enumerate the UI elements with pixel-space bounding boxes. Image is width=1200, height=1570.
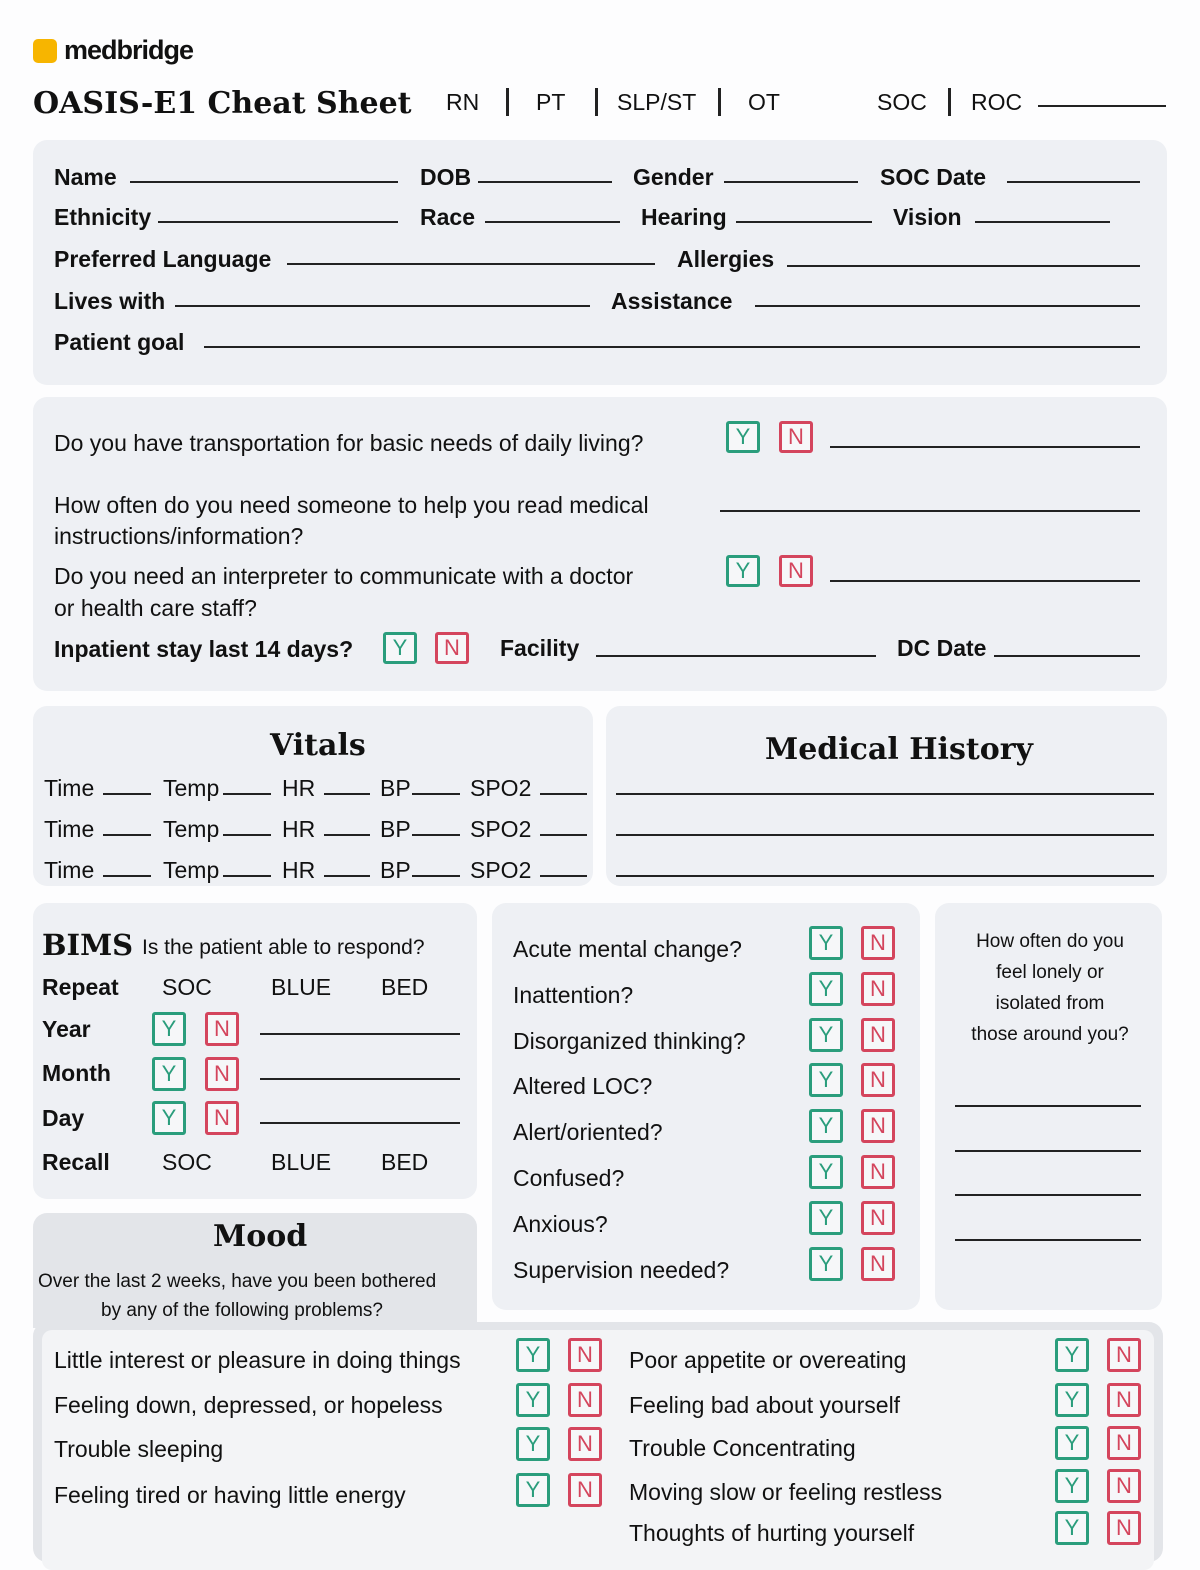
history-line[interactable]: [616, 834, 1154, 836]
divider: [718, 88, 721, 116]
phq-right-item: Poor appetite or overeating: [629, 1347, 907, 1373]
visit-roc[interactable]: ROC: [971, 89, 1023, 115]
loneliness-line: How often do you: [976, 931, 1124, 952]
interpreter-notes[interactable]: [830, 580, 1140, 582]
loneliness-line: feel lonely or: [996, 962, 1104, 983]
hearing-label: Hearing: [641, 204, 727, 230]
dc-date-label: DC Date: [897, 635, 987, 661]
phq-right-yes-checkbox[interactable]: Y: [1055, 1511, 1089, 1545]
recall-word-bed: BED: [381, 1149, 429, 1175]
phq-right-item: Moving slow or feeling restless: [629, 1479, 943, 1505]
cognition-yes-checkbox[interactable]: Y: [809, 1018, 843, 1052]
repeat-word-blue: BLUE: [271, 974, 332, 1000]
phq-right-no-checkbox[interactable]: N: [1107, 1338, 1141, 1372]
phq-right-no-checkbox[interactable]: N: [1107, 1426, 1141, 1460]
hr-label: HR: [282, 775, 316, 801]
cognition-no-checkbox[interactable]: N: [861, 1063, 895, 1097]
cognition-item: Alert/oriented?: [513, 1119, 663, 1145]
allergies-label: Allergies: [677, 246, 775, 272]
phq-right-no-checkbox[interactable]: N: [1107, 1511, 1141, 1545]
ethnicity-field[interactable]: [158, 221, 398, 223]
cognition-no-checkbox[interactable]: N: [861, 1201, 895, 1235]
hearing-field[interactable]: [736, 221, 872, 223]
phq-right-item: Thoughts of hurting yourself: [629, 1520, 915, 1546]
lives-with-label: Lives with: [54, 288, 166, 314]
facility-field[interactable]: [596, 655, 876, 657]
year-yes-checkbox[interactable]: Y: [152, 1012, 186, 1046]
recall-word-blue: BLUE: [271, 1149, 332, 1175]
cognition-no-checkbox[interactable]: N: [861, 1155, 895, 1189]
cognition-item: Acute mental change?: [513, 936, 742, 962]
phq-right-no-checkbox[interactable]: N: [1107, 1469, 1141, 1503]
assistance-field[interactable]: [755, 305, 1140, 307]
year-label: Year: [42, 1016, 91, 1042]
loneliness-answer-line[interactable]: [955, 1105, 1141, 1107]
phq-left-no-checkbox[interactable]: N: [568, 1383, 602, 1417]
month-no-checkbox[interactable]: N: [205, 1057, 239, 1091]
visit-date-line[interactable]: [1038, 105, 1166, 107]
hr-field[interactable]: [324, 793, 370, 795]
inpatient-label: Inpatient stay last 14 days?: [54, 636, 354, 662]
cognition-no-checkbox[interactable]: N: [861, 1109, 895, 1143]
history-line[interactable]: [616, 875, 1154, 877]
vision-label: Vision: [893, 204, 962, 230]
cognition-yes-checkbox[interactable]: Y: [809, 926, 843, 960]
goal-field[interactable]: [204, 346, 1140, 348]
dob-field[interactable]: [478, 181, 612, 183]
soc-date-field[interactable]: [1007, 181, 1140, 183]
mood-prompt-line1: Over the last 2 weeks, have you been bothered: [38, 1271, 437, 1292]
visit-soc[interactable]: SOC: [877, 89, 927, 115]
phq-right-yes-checkbox[interactable]: Y: [1055, 1426, 1089, 1460]
spo2-field[interactable]: [540, 834, 587, 836]
phq-left-no-checkbox[interactable]: N: [568, 1338, 602, 1372]
phq-left-yes-checkbox[interactable]: Y: [516, 1383, 550, 1417]
phq-left-item: Feeling tired or having little energy: [54, 1482, 406, 1508]
time-label: Time: [44, 775, 95, 801]
inpatient-yes-checkbox[interactable]: Y: [383, 632, 417, 664]
transport-notes[interactable]: [830, 446, 1140, 448]
dob-label: DOB: [420, 164, 472, 190]
loneliness-answer-line[interactable]: [955, 1150, 1141, 1152]
medical-history-title: Medical History: [765, 732, 1033, 767]
time-label: Time: [44, 857, 95, 883]
vitals-title: Vitals: [270, 728, 366, 763]
day-label: Day: [42, 1105, 85, 1131]
phq-left-item: Feeling down, depressed, or hopeless: [54, 1392, 443, 1418]
bp-label: BP: [380, 775, 411, 801]
phq-left-no-checkbox[interactable]: N: [568, 1473, 602, 1507]
recall-label: Recall: [42, 1149, 110, 1175]
spo2-label: SPO2: [470, 857, 532, 883]
facility-label: Facility: [500, 635, 580, 661]
history-line[interactable]: [616, 793, 1154, 795]
mood-prompt-line2: by any of the following problems?: [101, 1300, 383, 1321]
loneliness-answer-line[interactable]: [955, 1239, 1141, 1241]
interpreter-no-checkbox[interactable]: N: [779, 555, 813, 587]
temp-label: Temp: [163, 857, 220, 883]
discipline-ot[interactable]: OT: [748, 89, 780, 115]
phq-right-item: Trouble Concentrating: [629, 1435, 856, 1461]
time-field[interactable]: [103, 875, 151, 877]
year-answer[interactable]: [260, 1033, 460, 1035]
race-field[interactable]: [485, 221, 620, 223]
bp-field[interactable]: [412, 875, 460, 877]
gender-label: Gender: [633, 164, 714, 190]
hr-field[interactable]: [324, 875, 370, 877]
phq-right-no-checkbox[interactable]: N: [1107, 1383, 1141, 1417]
time-label: Time: [44, 816, 95, 842]
discipline-rn[interactable]: RN: [446, 89, 480, 115]
phq-right-yes-checkbox[interactable]: Y: [1055, 1338, 1089, 1372]
cognition-no-checkbox[interactable]: N: [861, 1018, 895, 1052]
cognition-item: Disorganized thinking?: [513, 1028, 746, 1054]
hr-field[interactable]: [324, 834, 370, 836]
phq-left-item: Little interest or pleasure in doing things: [54, 1347, 461, 1373]
inpatient-no-checkbox[interactable]: N: [435, 632, 469, 664]
discipline-slp[interactable]: SLP/ST: [617, 89, 697, 115]
cognition-no-checkbox[interactable]: N: [861, 926, 895, 960]
mood-title: Mood: [213, 1219, 308, 1254]
transport-no-checkbox[interactable]: N: [779, 421, 813, 453]
cognition-item: Inattention?: [513, 982, 634, 1008]
divider: [948, 88, 951, 116]
month-label: Month: [42, 1060, 111, 1086]
repeat-word-bed: BED: [381, 974, 429, 1000]
time-field[interactable]: [103, 793, 151, 795]
bp-field[interactable]: [412, 793, 460, 795]
temp-label: Temp: [163, 775, 220, 801]
cognition-no-checkbox[interactable]: N: [861, 972, 895, 1006]
temp-label: Temp: [163, 816, 220, 842]
interpreter-yes-checkbox[interactable]: Y: [726, 555, 760, 587]
temp-field[interactable]: [223, 834, 271, 836]
day-yes-checkbox[interactable]: Y: [152, 1101, 186, 1135]
cognition-no-checkbox[interactable]: N: [861, 1247, 895, 1281]
cognition-yes-checkbox[interactable]: Y: [809, 1109, 843, 1143]
day-no-checkbox[interactable]: N: [205, 1101, 239, 1135]
allergies-field[interactable]: [787, 265, 1140, 267]
cognition-yes-checkbox[interactable]: Y: [809, 1063, 843, 1097]
brand-name: medbridge: [64, 35, 194, 65]
phq-left-item: Trouble sleeping: [54, 1436, 224, 1462]
hr-label: HR: [282, 816, 316, 842]
goal-label: Patient goal: [54, 329, 185, 355]
divider: [506, 88, 509, 116]
interpreter-question-line1: Do you need an interpreter to communicate with a doctor: [54, 563, 634, 589]
phq-right-item: Feeling bad about yourself: [629, 1392, 901, 1418]
reading-question-line1: How often do you need someone to help you read medical: [54, 492, 649, 518]
spo2-field[interactable]: [540, 793, 587, 795]
recall-word-soc: SOC: [162, 1149, 212, 1175]
transport-yes-checkbox[interactable]: Y: [726, 421, 760, 453]
loneliness-answer-line[interactable]: [955, 1194, 1141, 1196]
bims-title: BIMS: [42, 928, 134, 962]
month-answer[interactable]: [260, 1078, 460, 1080]
month-yes-checkbox[interactable]: Y: [152, 1057, 186, 1091]
reading-notes[interactable]: [720, 510, 1140, 512]
interpreter-question-line2: or health care staff?: [54, 595, 257, 621]
transport-question: Do you have transportation for basic needs of daily living?: [54, 430, 644, 456]
spo2-field[interactable]: [540, 875, 587, 877]
page-title: OASIS-E1 Cheat Sheet: [33, 86, 412, 121]
race-label: Race: [420, 204, 475, 230]
discipline-pt[interactable]: PT: [536, 89, 566, 115]
phq-left-yes-checkbox[interactable]: Y: [516, 1338, 550, 1372]
temp-field[interactable]: [223, 793, 271, 795]
dc-date-field[interactable]: [994, 655, 1140, 657]
vision-field[interactable]: [975, 221, 1110, 223]
spo2-label: SPO2: [470, 816, 532, 842]
bp-label: BP: [380, 857, 411, 883]
bp-field[interactable]: [412, 834, 460, 836]
ethnicity-label: Ethnicity: [54, 204, 152, 230]
time-field[interactable]: [103, 834, 151, 836]
assistance-label: Assistance: [611, 288, 733, 314]
loneliness-line: isolated from: [995, 993, 1105, 1014]
temp-field[interactable]: [223, 875, 271, 877]
phq-left-no-checkbox[interactable]: N: [568, 1427, 602, 1461]
gender-field[interactable]: [724, 181, 858, 183]
phq-left-yes-checkbox[interactable]: Y: [516, 1427, 550, 1461]
hr-label: HR: [282, 857, 316, 883]
cognition-yes-checkbox[interactable]: Y: [809, 972, 843, 1006]
day-answer[interactable]: [260, 1122, 460, 1124]
lives-with-field[interactable]: [175, 305, 590, 307]
language-label: Preferred Language: [54, 246, 272, 272]
cognition-yes-checkbox[interactable]: Y: [809, 1155, 843, 1189]
bp-label: BP: [380, 816, 411, 842]
cognition-yes-checkbox[interactable]: Y: [809, 1247, 843, 1281]
name-label: Name: [54, 164, 117, 190]
soc-date-label: SOC Date: [880, 164, 987, 190]
divider: [595, 88, 598, 116]
phq-right-yes-checkbox[interactable]: Y: [1055, 1383, 1089, 1417]
name-field[interactable]: [130, 181, 398, 183]
cognition-item: Altered LOC?: [513, 1073, 653, 1099]
logo-mark-icon: [33, 39, 57, 63]
cognition-yes-checkbox[interactable]: Y: [809, 1201, 843, 1235]
bims-question: Is the patient able to respond?: [142, 936, 425, 959]
loneliness-question: [945, 926, 1155, 1050]
cognition-panel: [492, 903, 920, 1310]
repeat-label: Repeat: [42, 974, 119, 1000]
cognition-item: Anxious?: [513, 1211, 608, 1237]
phq-right-yes-checkbox[interactable]: Y: [1055, 1469, 1089, 1503]
reading-question-line2: instructions/information?: [54, 523, 304, 549]
cognition-item: Confused?: [513, 1165, 625, 1191]
loneliness-line: those around you?: [971, 1024, 1129, 1045]
phq-left-yes-checkbox[interactable]: Y: [516, 1473, 550, 1507]
language-field[interactable]: [287, 263, 655, 265]
year-no-checkbox[interactable]: N: [205, 1012, 239, 1046]
cognition-item: Supervision needed?: [513, 1257, 730, 1283]
repeat-word-soc: SOC: [162, 974, 212, 1000]
spo2-label: SPO2: [470, 775, 532, 801]
